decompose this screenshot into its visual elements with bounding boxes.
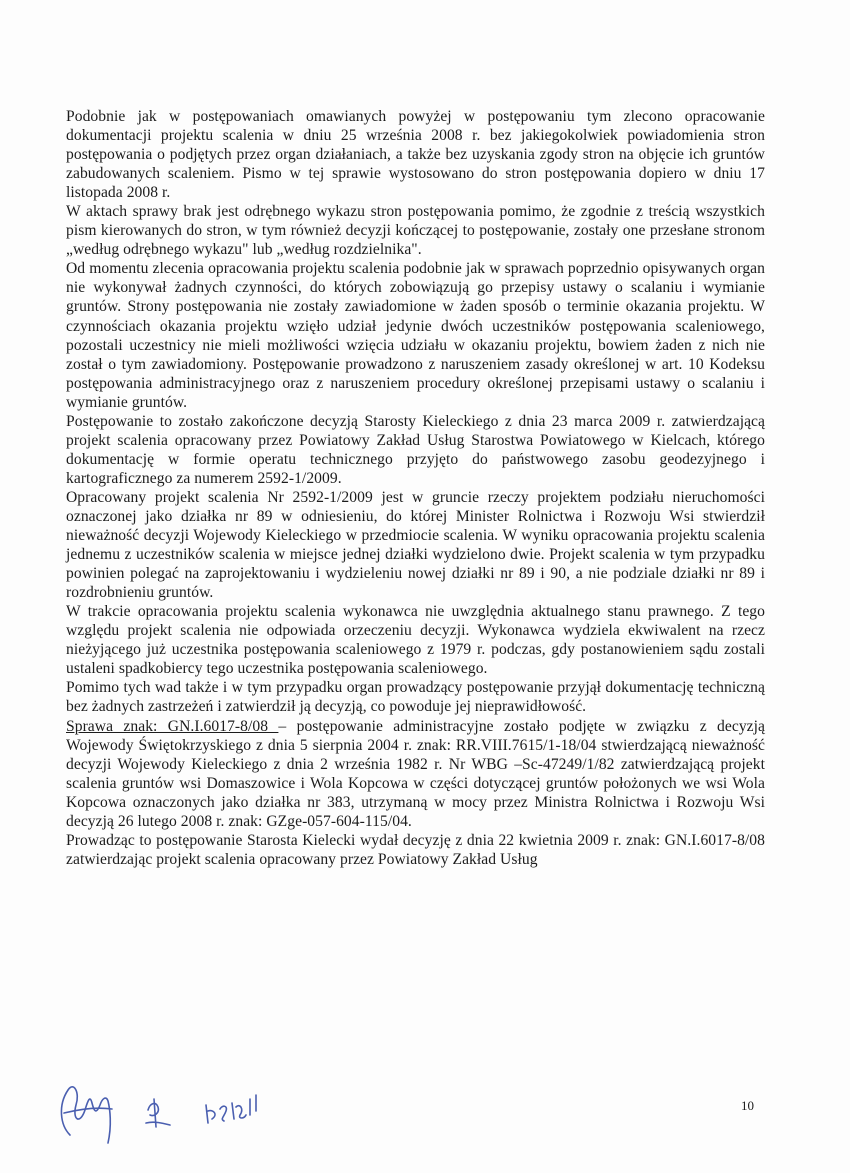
case-reference-paragraph (66, 717, 765, 831)
paragraph-7: Pomimo tych wad także i w tym przypadku organ prowadzący postępowanie przyjął dokumentację techniczną bez żadnych zastrzeżeń i zatwierdził ją decyzją, co powoduje jej nieprawidłowość. (66, 679, 765, 716)
case-reference-text: – postępowanie administracyjne zostało podjęte w związku z decyzją Wojewody Świętokrzyskiego z dnia 5 sierpnia 2004 r. znak: RR.VIII.7615/1-18/04 stwierdzającą nieważność decyzji Wojewody Kieleckiego z dnia 2 września 1982 r. Nr WBG –Sc-47249/1/82 zatwierdzającą projekt scalenia gruntów wsi Domaszowice i Wola Kopcowa w części dotyczącej gruntów położonych we wsi Wola Kopcowa oznaczonych jako działka nr 383, utrzymaną w mocy przez Ministra Rolnictwa i Rozwoju Wsi decyzją 26 lutego 2008 r. znak: GZge-057-604-115/04. (66, 717, 765, 830)
paragraph-3: Od momentu zlecenia opracowania projektu scalenia podobnie jak w sprawach poprzednio opisywanych organ nie wykonywał żadnych czynności, do których zobowiązują go przepisy ustawy o scalaniu i wymianie gruntów. Strony postępowania nie zostały zawiadomione w żaden sposób o terminie okazania projektu. W czynnościach okazania projektu wzięło udział jedynie dwóch uczestników postępowania scaleniowego, pozostali uczestnicy nie mieli możliwości wzięcia udziału w okazaniu projektu, bowiem żaden z nich nie został o tym zawiadomiony. Postępowanie prowadzono z naruszeniem zasady określonej w art. 10 Kodeksu postępowania administracyjnego oraz z naruszeniem procedury określonej przepisami ustawy o scalaniu i wymianie gruntów. (66, 260, 765, 411)
paragraph-2: W aktach sprawy brak jest odrębnego wykazu stron postępowania pomimo, że zgodnie z treścią wszystkich pism kierowanych do stron, w tym również decyzji kończącej to postępowanie, zostały one przesłane stronom „według odrębnego wykazu" lub „według rozdzielnika". (66, 203, 765, 259)
page-number: 10 (741, 1098, 754, 1113)
paragraph-last: Prowadząc to postępowanie Starosta Kielecki wydał decyzję z dnia 22 kwietnia 2009 r. znak: GN.I.6017-8/08 zatwierdzając projekt scalenia opracowany przez Powiatowy Zakład Usług (66, 831, 765, 868)
document-body (66, 107, 765, 869)
paragraph-4: Postępowanie to zostało zakończone decyzją Starosty Kieleckiego z dnia 23 marca 2009 r. zatwierdzającą projekt scalenia opracowany przez Powiatowy Zakład Usług Starostwa Powiatowego w Kielcach, którego dokumentację w formie operatu technicznego przyjęto do państwowego zasobu geodezyjnego i kartograficznego za numerem 2592-1/2009. (66, 412, 765, 487)
paragraph-5: Opracowany projekt scalenia Nr 2592-1/2009 jest w gruncie rzeczy projektem podziału nieruchomości oznaczonej jako działka nr 89 w odniesieniu, do której Minister Rolnictwa i Rozwoju Wsi stwierdził nieważność decyzji Wojewody Kieleckiego w przedmiocie scalenia. W wyniku opracowania projektu scalenia jednemu z uczestników scalenia w miejsce jednej działki wydzielono dwie. Projekt scalenia w tym przypadku powinien polegać na zaprojektowaniu i wydzieleniu nowej działki nr 89 i 90, a nie podziale działki nr 89 i rozdrobnieniu gruntów. (66, 488, 765, 602)
case-reference-label: Sprawa znak: GN.I.6017-8/08 (66, 717, 279, 735)
handwritten-signatures (50, 1065, 300, 1155)
paragraph-1: Podobnie jak w postępowaniach omawianych powyżej w postępowaniu tym zlecono opracowanie dokumentacji projektu scalenia w dniu 25 września 2008 r. bez jakiegokolwiek powiadomienia stron postępowania o podjętych przez organ działaniach, a także bez uzyskania zgody stron na objęcie ich gruntów zabudowanych scaleniem. Pismo w tej sprawie wystosowano do stron postępowania dopiero w dniu 17 listopada 2008 r. (66, 108, 765, 202)
paragraph-6: W trakcie opracowania projektu scalenia wykonawca nie uwzględnia aktualnego stanu prawnego. Z tego względu projekt scalenia nie odpowiada orzeczeniu decyzji. Wykonawca wydziela ekwiwalent na rzecz nieżyjącego już uczestnika postępowania scaleniowego z 1979 r. podczas, gdy postanowieniem sądu zostali ustaleni spadkobiercy tego uczestnika postępowania scaleniowego. (66, 603, 765, 678)
